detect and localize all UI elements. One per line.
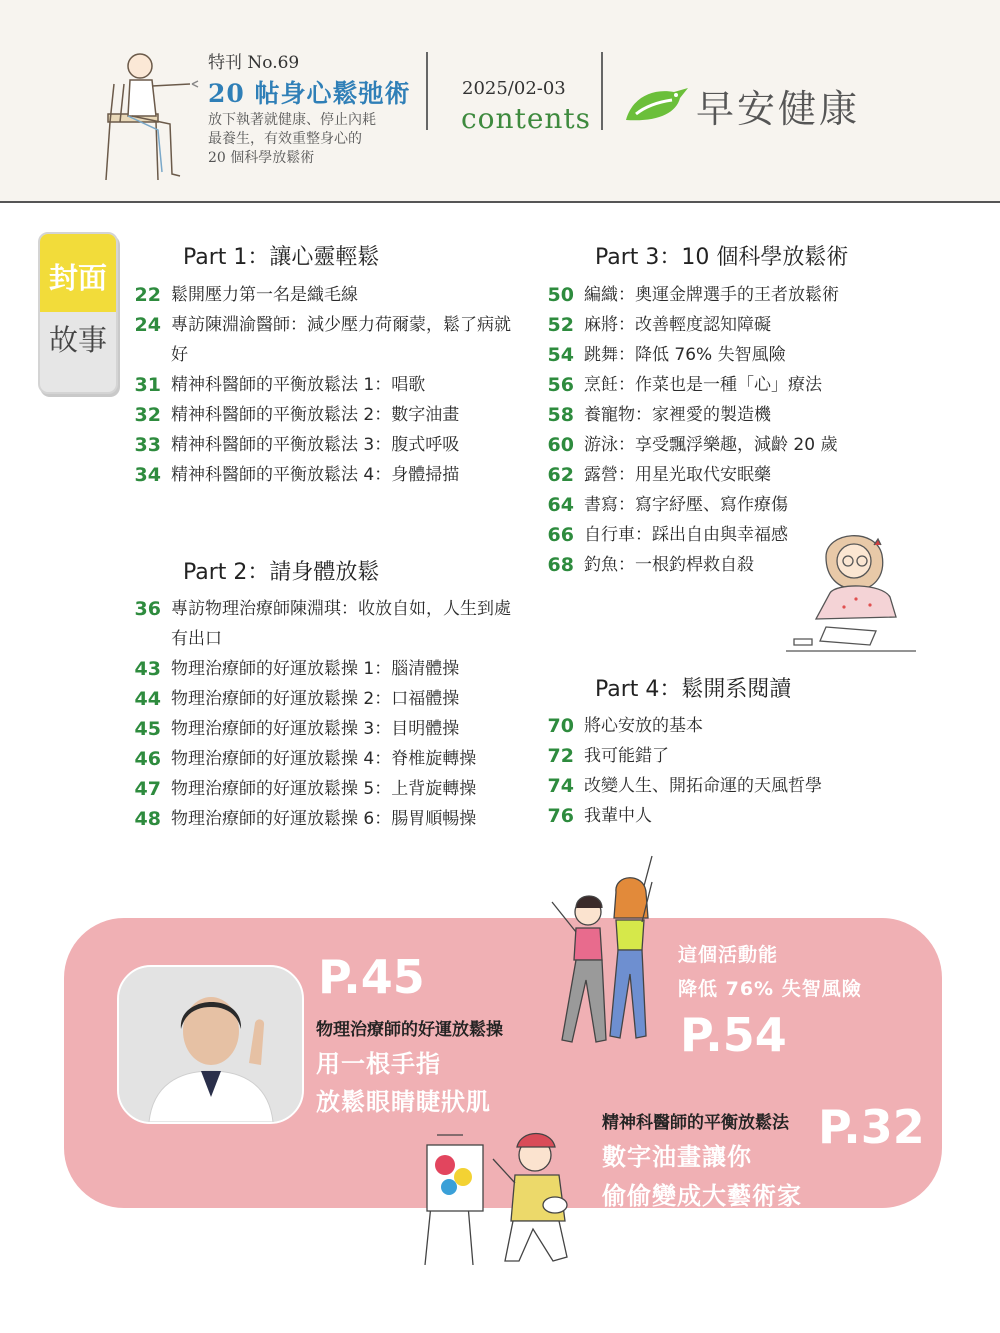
toc-list-part4 <box>538 711 928 831</box>
page-number: 54 <box>547 344 574 366</box>
page-number: 64 <box>547 494 574 516</box>
page-number: 52 <box>547 314 574 336</box>
page-number: 36 <box>134 598 161 620</box>
contents-heading: contents <box>461 102 592 135</box>
entry-title: 養寵物：家裡愛的製造機 <box>584 405 771 425</box>
toc-entry[interactable] <box>125 594 525 654</box>
brand-name: 早安健康 <box>696 87 861 131</box>
callout-headline: 數字油畫讓你 <box>602 1143 752 1171</box>
entry-title: 物理治療師的好運放鬆操 5：上背旋轉操 <box>171 779 477 799</box>
toc-entry[interactable] <box>538 711 928 741</box>
entry-title: 物理治療師的好運放鬆操 1：腦清體操 <box>171 659 460 679</box>
page-number: 76 <box>547 805 574 827</box>
entry-title: 精神科醫師的平衡放鬆法 1：唱歌 <box>171 375 426 395</box>
entry-title: 烹飪：作菜也是一種「心」療法 <box>584 375 822 395</box>
toc-entry[interactable] <box>125 400 525 430</box>
issue-desc-line: 放下執著就健康、停止內耗 <box>208 112 376 128</box>
page-number: 68 <box>547 554 574 576</box>
doctor-portrait-image <box>119 967 302 1122</box>
page-number: 48 <box>134 808 161 830</box>
seated-man-stretching-illustration <box>100 44 210 184</box>
toc-entry[interactable] <box>538 400 928 430</box>
toc-entry[interactable] <box>125 280 525 310</box>
toc-entry[interactable] <box>538 430 928 460</box>
toc-list-part2 <box>125 594 525 834</box>
issue-number: 特刊 No.69 <box>208 53 300 73</box>
issue-title: 20 帖身心鬆弛術 <box>208 79 411 108</box>
toc-entry[interactable] <box>125 430 525 460</box>
page-number: 74 <box>547 775 574 797</box>
entry-title: 精神科醫師的平衡放鬆法 3：腹式呼吸 <box>171 435 460 455</box>
page-number: 58 <box>547 404 574 426</box>
page-number: 50 <box>547 284 574 306</box>
toc-list-part1 <box>125 280 525 490</box>
toc-entry[interactable] <box>538 801 928 831</box>
page-number: 24 <box>134 314 161 336</box>
entry-title: 物理治療師的好運放鬆操 2：口福體操 <box>171 689 460 709</box>
callout-subtitle: 精神科醫師的平衡放鬆法 <box>602 1113 789 1133</box>
bird-logo-icon <box>622 84 692 124</box>
callout-headline: 降低 76% 失智風險 <box>678 978 862 1000</box>
entry-title: 精神科醫師的平衡放鬆法 2：數字油畫 <box>171 405 460 425</box>
issue-date: 2025/02-03 <box>462 78 566 99</box>
part-title: Part 2：請身體放鬆 <box>183 560 380 585</box>
entry-title: 自行車：踩出自由與幸福感 <box>584 525 788 545</box>
page-number: 72 <box>547 745 574 767</box>
toc-entry[interactable] <box>538 370 928 400</box>
toc-entry[interactable] <box>125 654 525 684</box>
cover-story-tab <box>38 232 118 394</box>
page-number: 66 <box>547 524 574 546</box>
part-title: Part 4：鬆開系閱讀 <box>595 677 792 702</box>
toc-entry[interactable] <box>125 774 525 804</box>
girl-writing-illustration <box>786 527 916 655</box>
page-number: 45 <box>134 718 161 740</box>
entry-title: 物理治療師的好運放鬆操 4：脊椎旋轉操 <box>171 749 477 769</box>
toc-entry[interactable] <box>125 744 525 774</box>
page-number: 62 <box>547 464 574 486</box>
entry-title: 我輩中人 <box>584 806 652 826</box>
page-ref-p45[interactable]: P.45 <box>318 950 425 1004</box>
cover-tab-label: 封面 <box>48 261 107 295</box>
doctor-photo <box>117 965 304 1124</box>
header-divider <box>0 201 1000 203</box>
page-number: 60 <box>547 434 574 456</box>
page-number: 56 <box>547 374 574 396</box>
page-number: 22 <box>134 284 161 306</box>
page-ref-p32[interactable]: P.32 <box>818 1100 925 1154</box>
toc-entry[interactable] <box>538 340 928 370</box>
toc-entry[interactable] <box>538 771 928 801</box>
entry-title: 我可能錯了 <box>584 746 669 766</box>
page-ref-p54[interactable]: P.54 <box>680 1008 787 1062</box>
toc-entry[interactable] <box>125 684 525 714</box>
part-title: Part 3：10 個科學放鬆術 <box>595 245 849 270</box>
entry-title: 鬆開壓力第一名是織毛線 <box>171 285 358 305</box>
toc-entry[interactable] <box>125 714 525 744</box>
page-number: 44 <box>134 688 161 710</box>
entry-title: 麻將：改善輕度認知障礙 <box>584 315 771 335</box>
toc-entry[interactable] <box>125 804 525 834</box>
page-number: 47 <box>134 778 161 800</box>
entry-title: 改變人生、開拓命運的天風哲學 <box>584 776 822 796</box>
painter-at-easel-illustration <box>415 1125 585 1265</box>
header-vertical-divider <box>601 52 603 130</box>
toc-entry[interactable] <box>125 370 525 400</box>
issue-description <box>208 111 428 168</box>
entry-title: 編織：奧運金牌選手的王者放鬆術 <box>584 285 839 305</box>
toc-entry[interactable] <box>538 490 928 520</box>
page-number: 33 <box>134 434 161 456</box>
toc-entry[interactable] <box>538 310 928 340</box>
dancing-women-illustration <box>540 852 680 1052</box>
toc-entry[interactable] <box>538 741 928 771</box>
entry-title: 物理治療師的好運放鬆操 3：目明體操 <box>171 719 460 739</box>
entry-title: 專訪陳淵渝醫師：減少壓力荷爾蒙，鬆了病就好 <box>171 315 511 365</box>
toc-entry[interactable] <box>125 460 525 490</box>
issue-desc-line: 20 個科學放鬆術 <box>208 150 315 166</box>
entry-title: 專訪物理治療師陳淵琪：收放自如，人生到處有出口 <box>171 599 511 649</box>
entry-title: 露營：用星光取代安眠藥 <box>584 465 771 485</box>
callout-headline: 偷偷變成大藝術家 <box>602 1182 802 1210</box>
page-number: 43 <box>134 658 161 680</box>
page-number: 46 <box>134 748 161 770</box>
toc-entry[interactable] <box>538 280 928 310</box>
issue-desc-line: 最養生，有效重整身心的 <box>208 131 362 147</box>
entry-title: 將心安放的基本 <box>584 716 703 736</box>
page-number: 31 <box>134 374 161 396</box>
entry-title: 跳舞：降低 76% 失智風險 <box>584 345 786 365</box>
page-number: 34 <box>134 464 161 486</box>
header-vertical-divider <box>426 52 428 130</box>
callout-subtitle: 物理治療師的好運放鬆操 <box>316 1020 503 1040</box>
callout-headline: 這個活動能 <box>678 944 779 966</box>
entry-title: 釣魚：一根釣桿救自殺 <box>584 555 754 575</box>
entry-title: 書寫：寫字紓壓、寫作療傷 <box>584 495 788 515</box>
callout-headline: 用一根手指 <box>316 1050 441 1078</box>
cover-tab-label: 故事 <box>48 323 107 357</box>
part-title: Part 1：讓心靈輕鬆 <box>183 245 380 270</box>
callout-headline: 放鬆眼睛睫狀肌 <box>316 1088 491 1116</box>
toc-entry[interactable] <box>538 460 928 490</box>
entry-title: 精神科醫師的平衡放鬆法 4：身體掃描 <box>171 465 460 485</box>
page-number: 32 <box>134 404 161 426</box>
entry-title: 游泳：享受飄浮樂趣，減齡 20 歲 <box>584 435 838 455</box>
entry-title: 物理治療師的好運放鬆操 6：腸胃順暢操 <box>171 809 477 829</box>
toc-entry[interactable] <box>125 310 525 370</box>
page-number: 70 <box>547 715 574 737</box>
